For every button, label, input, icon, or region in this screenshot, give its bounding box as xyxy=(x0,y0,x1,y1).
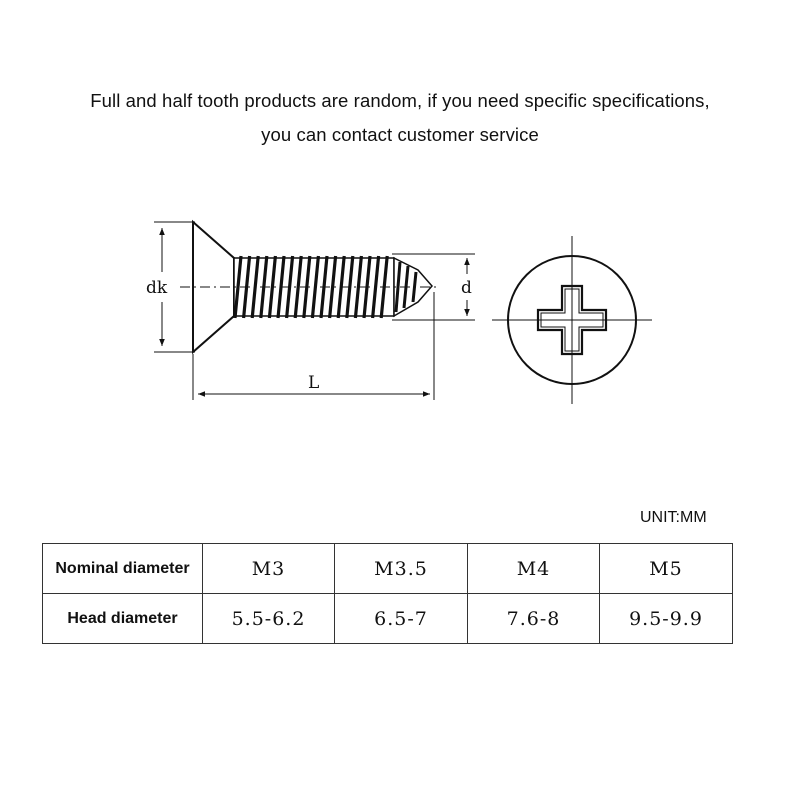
row-header: Nominal diameter xyxy=(43,544,203,594)
dk-label: dk xyxy=(146,278,168,298)
l-label: L xyxy=(308,373,320,393)
d-label: d xyxy=(461,278,472,298)
spec-table xyxy=(42,543,733,644)
phillips-head-top-view-icon xyxy=(492,236,652,404)
notice-line-1: Full and half tooth products are random, if you need specific specifications, xyxy=(90,90,710,111)
table-cell: M5 xyxy=(600,544,733,594)
table-row-nominal-diameter xyxy=(43,544,733,594)
screw-side-view-icon xyxy=(180,222,440,352)
table-row-head-diameter xyxy=(43,594,733,644)
table-cell: 5.5-6.2 xyxy=(203,594,335,644)
table-cell: 6.5-7 xyxy=(335,594,468,644)
table-cell: M4 xyxy=(468,544,600,594)
table-cell: 7.6-8 xyxy=(468,594,600,644)
table-cell: M3.5 xyxy=(335,544,468,594)
row-header: Head diameter xyxy=(43,594,203,644)
table-cell: 9.5-9.9 xyxy=(600,594,733,644)
unit-label: UNIT:MM xyxy=(640,509,707,526)
notice-line-2: you can contact customer service xyxy=(261,124,539,145)
table-cell: M3 xyxy=(203,544,335,594)
